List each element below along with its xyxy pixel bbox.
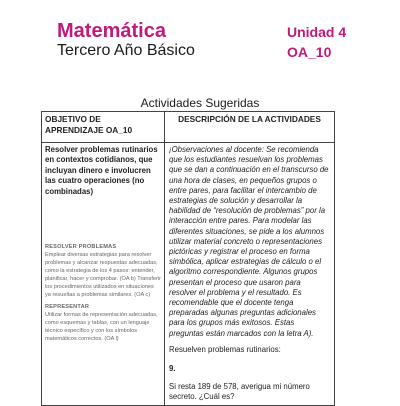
subject-title: Matemática: [57, 20, 166, 42]
objective-header: OBJETIVO DE APRENDIZAJE OA_10: [42, 112, 165, 143]
skill-title: REPRESENTAR: [45, 304, 90, 311]
skill-text: Utilizar formas de representación adecuadas, como esquemas y tablas, con un lenguaje técnico específico y con los símbolos matemáticos correctos. (OA l): [45, 312, 158, 343]
problem-text: Si resta 189 de 578, averigua mi número secreto. ¿Cuál es?: [169, 382, 310, 402]
skill-block: [45, 243, 161, 299]
objective-cell: [42, 143, 165, 406]
skill-text: Emplear diversas estrategias para resolver problemas y alcanzar respuestas adecuadas, como la estrategia de los 4 pasos: entender, planificar, hacer y comprobar. (OA b) Transferir los procedimientos utilizados en situaciones ya resueltas a problemas similares. (OA c): [45, 252, 161, 299]
skill-title: RESOLVER PROBLEMAS: [45, 244, 117, 251]
description-header: DESCRIPCIÓN DE LA ACTIVIDADES: [165, 112, 335, 143]
table-body-row: [42, 143, 335, 406]
table-header-row: [42, 112, 335, 143]
unit-label: Unidad 4: [287, 24, 347, 40]
objective-text: Resolver problemas rutinarios en contextos cotidianos, que incluyan dinero e involucren las cuatro operaciones (no combinadas): [45, 145, 158, 196]
description-cell: [165, 143, 335, 406]
problem-number: 9.: [169, 364, 176, 374]
oa-label: OA_10: [287, 44, 332, 60]
skill-block: [45, 303, 161, 343]
section-title: Actividades Sugeridas: [140, 96, 260, 110]
activities-table: [41, 111, 335, 406]
teacher-observation: ¡Observaciones al docente: Se recomienda que los estudiantes resuelvan los problemas que se dan a continuación en el transcurso de una hora de clases, en pequeños grupos o entre pares, para facilitar el intercambio de estrategias de solución y desarrollar la habilidad de “resolución de problemas” por la interacción entre pares. Para modelar las diferentes situaciones, se pide a los alumnos utilizar material concreto o representaciones pictóricas y registrar el proceso en forma simbólica, aplicar estrategias de cálculo o el algoritmo correspondiente. Algunos grupos presentan el proceso que usaron para resolver el problema y el resultado. Es recomendable que el docente tenga preparadas algunas preguntas adicionales para los grupos más exitosos. Estas preguntas están marcados con la letra A).: [169, 145, 329, 338]
grade-title: Tercero Año Básico: [57, 42, 195, 59]
task-intro: Resuelven problemas rutinarios:: [169, 344, 281, 354]
